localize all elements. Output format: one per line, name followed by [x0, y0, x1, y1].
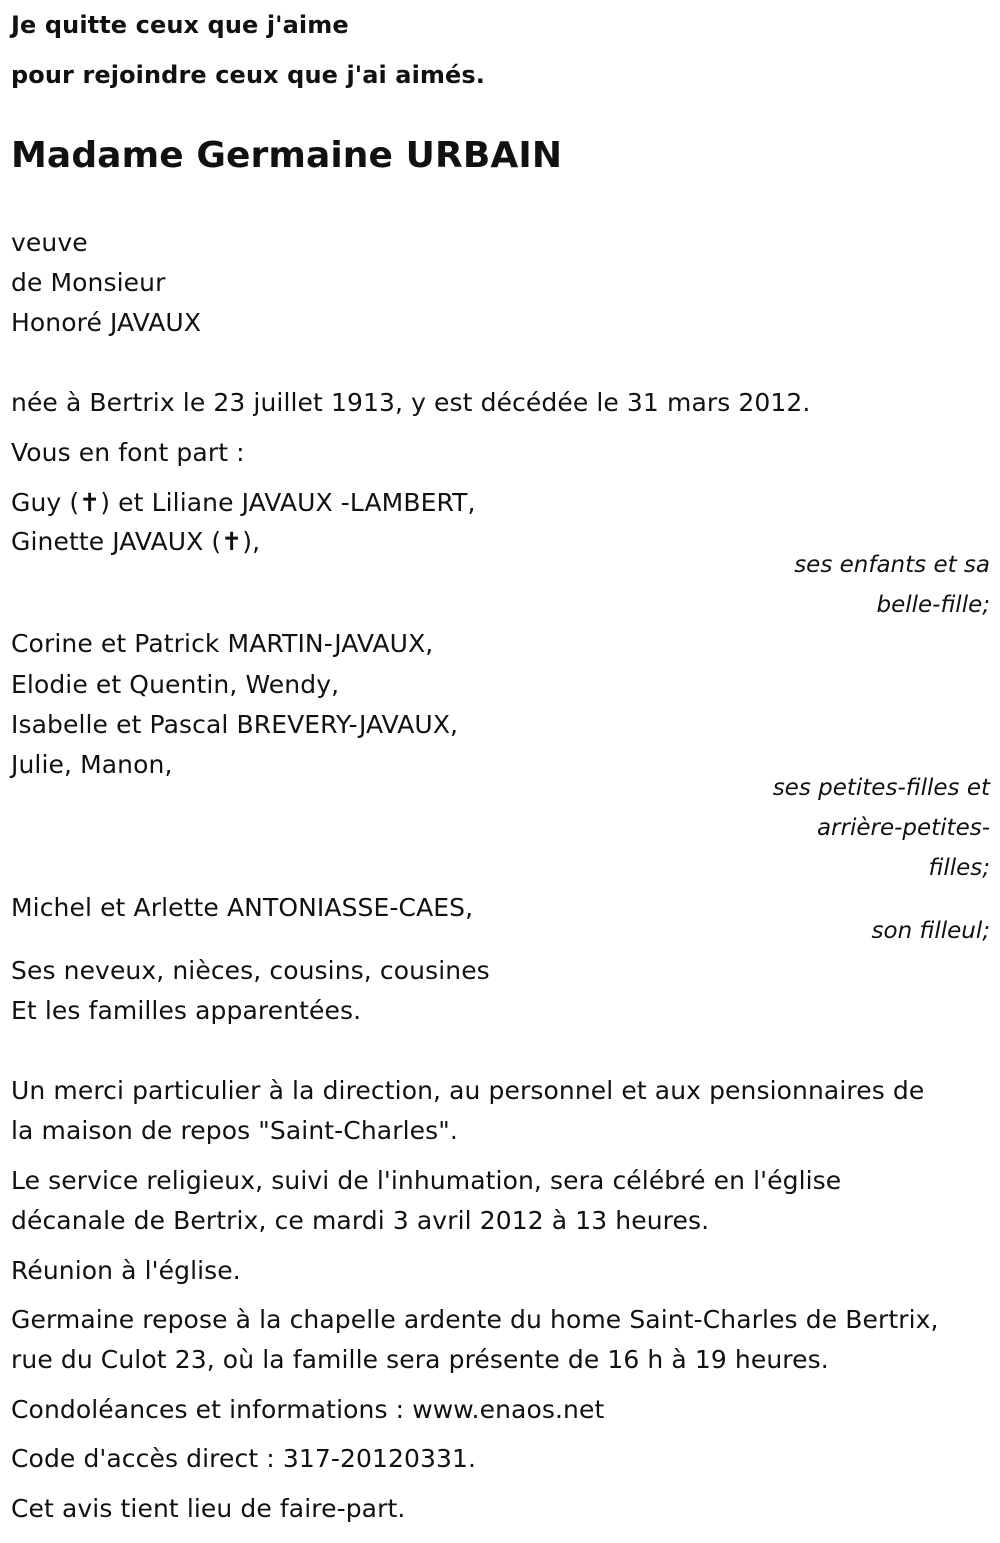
- meeting: Réunion à l'église.: [11, 1256, 241, 1285]
- access-code: Code d'accès direct : 317-20120331.: [11, 1444, 477, 1473]
- quote-line-1: Je quitte ceux que j'aime: [11, 11, 349, 39]
- grandchildren-line-2: Elodie et Quentin, Wendy,: [11, 670, 340, 699]
- grandchildren-role-2: arrière-petites-: [816, 815, 990, 841]
- quote-line-2: pour rejoindre ceux que j'ai aimés.: [11, 61, 486, 89]
- rest-line-2: rue du Culot 23, où la famille sera présente de 16 h à 19 heures.: [11, 1345, 829, 1374]
- relatives-line-1: Ses neveux, nièces, cousins, cousines: [11, 956, 490, 985]
- children-role-2: belle-fille;: [876, 592, 990, 618]
- grandchildren-line-3: Isabelle et Pascal BREVERY-JAVAUX,: [11, 710, 459, 739]
- deceased-name: Madame Germaine URBAIN: [11, 135, 563, 176]
- godson-line-1: Michel et Arlette ANTONIASSE-CAES,: [11, 893, 474, 922]
- condolences: Condoléances et informations : www.enaos.net: [11, 1395, 605, 1424]
- thanks-line-2: la maison de repos "Saint-Charles".: [11, 1116, 458, 1145]
- spouse-line-1: veuve: [11, 228, 88, 257]
- spouse-line-2: de Monsieur: [11, 268, 166, 297]
- grandchildren-line-4: Julie, Manon,: [11, 750, 173, 779]
- announce: Vous en font part :: [11, 438, 245, 467]
- children-line-2: Ginette JAVAUX (✝),: [11, 527, 261, 556]
- rest-line-1: Germaine repose à la chapelle ardente du home Saint-Charles de Bertrix,: [11, 1305, 939, 1334]
- birth-death: née à Bertrix le 23 juillet 1913, y est décédée le 31 mars 2012.: [11, 388, 811, 417]
- closing: Cet avis tient lieu de faire-part.: [11, 1494, 406, 1523]
- grandchildren-line-1: Corine et Patrick MARTIN-JAVAUX,: [11, 629, 434, 658]
- godson-role-1: son filleul;: [871, 918, 990, 944]
- grandchildren-role-1: ses petites-filles et: [772, 775, 990, 801]
- service-line-2: décanale de Bertrix, ce mardi 3 avril 2012 à 13 heures.: [11, 1206, 710, 1235]
- service-line-1: Le service religieux, suivi de l'inhumation, sera célébré en l'église: [11, 1166, 842, 1195]
- grandchildren-role-3: filles;: [928, 855, 990, 881]
- thanks-line-1: Un merci particulier à la direction, au personnel et aux pensionnaires de: [11, 1076, 925, 1105]
- children-role-1: ses enfants et sa: [794, 552, 990, 578]
- children-line-1: Guy (✝) et Liliane JAVAUX -LAMBERT,: [11, 488, 476, 517]
- spouse-line-3: Honoré JAVAUX: [11, 308, 202, 337]
- relatives-line-2: Et les familles apparentées.: [11, 996, 362, 1025]
